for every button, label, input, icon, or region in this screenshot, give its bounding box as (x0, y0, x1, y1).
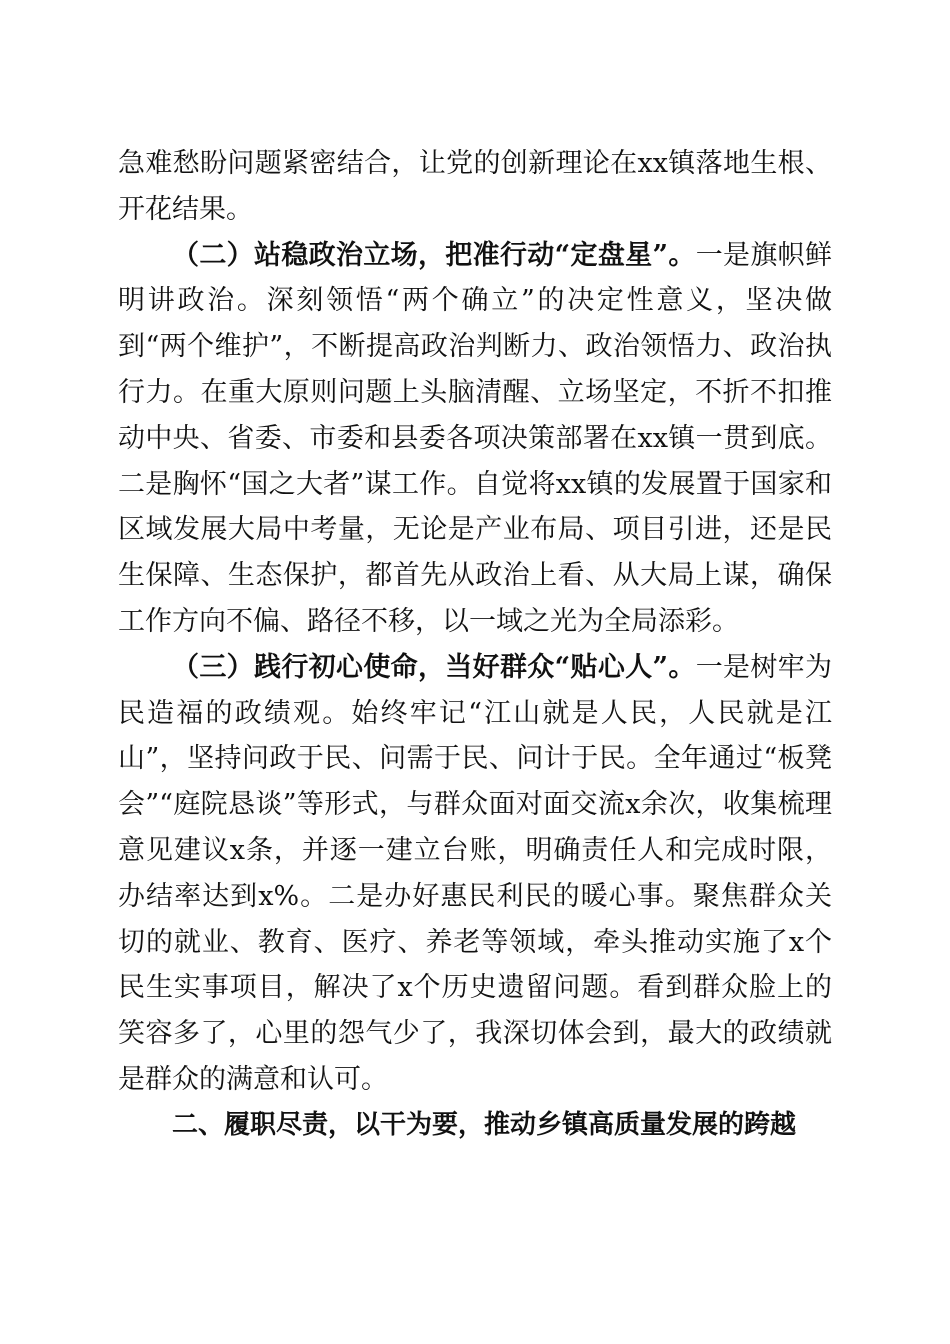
paragraph-mission-body: 一是树牢为民造福的政绩观。始终牢记“江山就是人民，人民就是江山”，坚持问政于民、问需于民、问计于民。全年通过“板凳会”“庭院恳谈”等形式，与群众面对面交流x余次，收集梳理意见建议x条，并逐一建立台账，明确责任人和完成时限，办结率达到x%。二是办好惠民利民的暖心事。聚焦群众关切的就业、教育、医疗、养老等领域，牵头推动实施了x个民生实事项目，解决了x个历史遗留问题。看到群众脸上的笑容多了，心里的怨气少了，我深切体会到，最大的政绩就是群众的满意和认可。 (118, 651, 833, 1095)
section-heading: 二、履职尽责，以干为要，推动乡镇高质量发展的跨越 (172, 1109, 797, 1140)
paragraph-mission (118, 645, 832, 1103)
document-body (118, 141, 832, 1149)
paragraph-political-stance (118, 233, 832, 645)
subheading-political-stance: （二）站稳政治立场，把准行动“定盘星”。 (172, 239, 696, 271)
subheading-mission: （三）践行初心使命，当好群众“贴心人”。 (172, 651, 696, 683)
paragraph-political-stance-body: 一是旗帜鲜明讲政治。深刻领悟“两个确立”的决定性意义，坚决做到“两个维护”，不断提高政治判断力、政治领悟力、政治执行力。在重大原则问题上头脑清醒、立场坚定，不折不扣推动中央、省委、市委和县委各项决策部署在xx镇一贯到底。二是胸怀“国之大者”谋工作。自觉将xx镇的发展置于国家和区域发展大局中考量，无论是产业布局、项目引进，还是民生保障、生态保护，都首先从政治上看、从大局上谋，确保工作方向不偏、路径不移，以一域之光为全局添彩。 (118, 239, 833, 637)
paragraph-continuation: 急难愁盼问题紧密结合，让党的创新理论在xx镇落地生根、开花结果。 (118, 148, 832, 225)
